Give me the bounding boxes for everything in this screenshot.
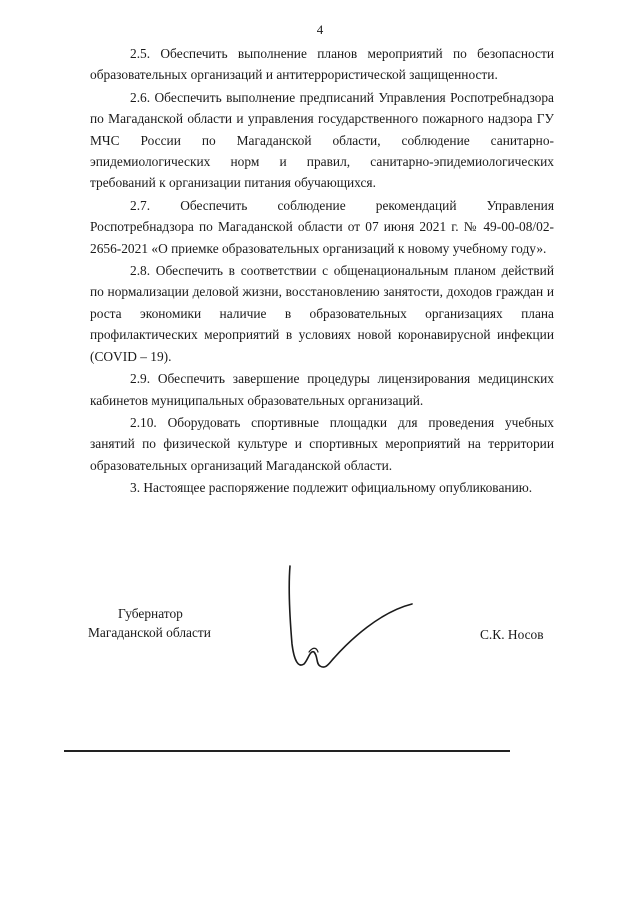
signatory-title-line1: Губернатор — [118, 606, 183, 621]
paragraph-2-5: 2.5. Обеспечить выполнение планов мероприятий по безопасности образовательных организаций и антитеррористической защищенности. — [90, 46, 554, 83]
signatory-title-line2: Магаданской области — [88, 625, 211, 640]
page-number: 4 — [316, 22, 324, 37]
footer-rule — [64, 750, 510, 752]
paragraph-3: 3. Настоящее распоряжение подлежит официальному опубликованию. — [130, 480, 533, 496]
signatory-name: С.К. Носов — [480, 627, 544, 642]
paragraph-2-10: 2.10. Оборудовать спортивные площадки для проведения учебных занятий по физической культуре и спортивных мероприятий на территории образовательных организаций Магаданской области. — [90, 414, 554, 473]
paragraph-2-7: 2.7. Обеспечить соблюдение рекомендаций Управления Роспотребнадзора по Магаданской области от 07 июня 2021 г. № 49-00-08/02-2656-2021 «О приемке образовательных организаций к новому учебному году». — [90, 197, 554, 256]
paragraph-2-6: 2.6. Обеспечить выполнение предписаний Управления Роспотребнадзора по Магаданской области и управления государственного пожарного надзора ГУ МЧС России по Магаданской области, соблюдение санитарно-эпидемиологических норм и правил, санитарно-эпидемиологических требований к организации питания обучающихся. — [90, 89, 554, 191]
signatory-title — [88, 604, 211, 642]
paragraph-2-8: 2.8. Обеспечить в соответствии с общенациональным планом действий по нормализации деловой жизни, восстановлению занятости, доходов граждан и роста экономики наличие в образовательных организациях плана профилактических мероприятий в условиях новой коронавирусной инфекции (COVID – 19). — [90, 263, 554, 364]
paragraph-2-9: 2.9. Обеспечить завершение процедуры лицензирования медицинских кабинетов муниципальных образовательных организаций. — [90, 371, 554, 408]
document-body — [90, 43, 554, 499]
